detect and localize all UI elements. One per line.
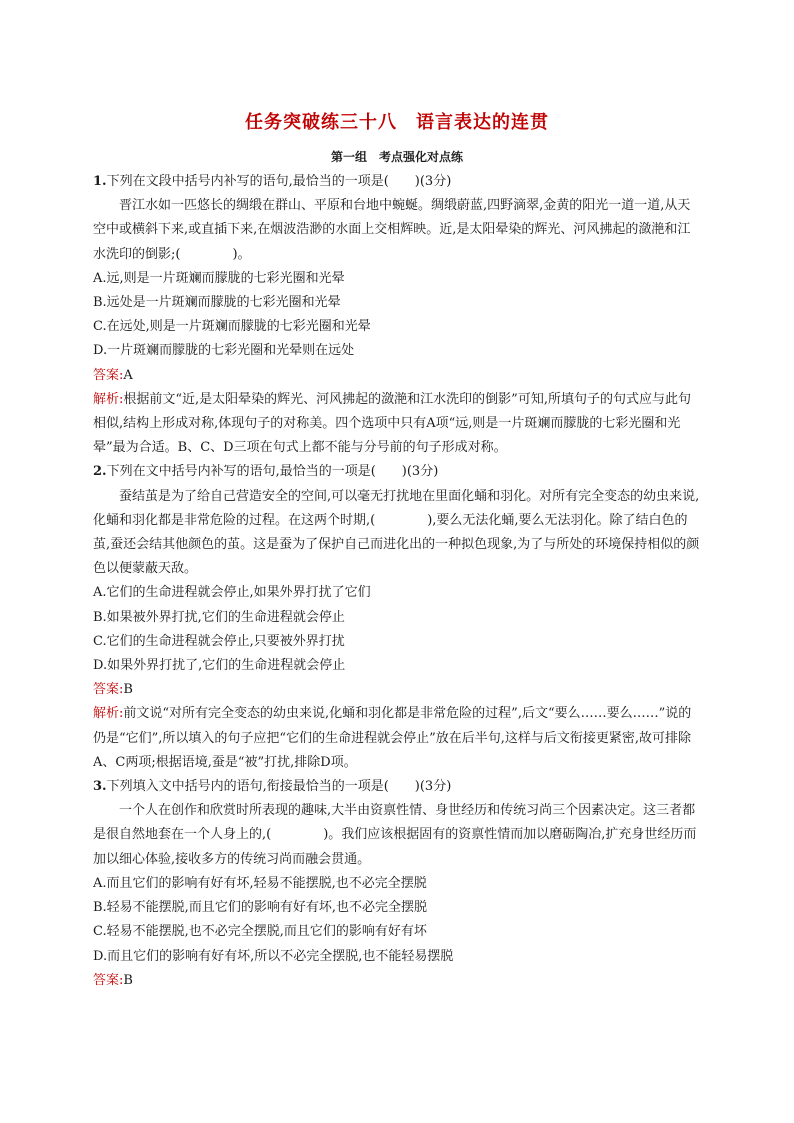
question-3-number: 3. — [93, 779, 107, 795]
section-subtitle: 第一组 考点强化对点练 — [330, 150, 463, 164]
question-2-option-d: D.如果外界打扰了,它们的生命进程就会停止 — [93, 658, 346, 674]
questions-content — [93, 170, 703, 993]
question-3-stem: 3.下列填入文中括号内的语句,衔接最恰当的一项是( )(3分) — [93, 779, 452, 795]
question-1-option-d: D.一片斑斓而朦胧的七彩光圈和光晕则在远处 — [93, 343, 355, 359]
page-title: 任务突破练三十八 语言表达的连贯 — [245, 112, 549, 133]
question-3-option-b: B.轻易不能摆脱,而且它们的影响有好有坏,也不必完全摆脱 — [93, 900, 427, 916]
question-2-passage: 蚕结茧是为了给自己营造安全的空间,可以毫无打扰地在里面化蛹和羽化。对所有完全变态的幼虫来说,化蛹和羽化都是非常危险的过程。在这两个时期,( ),要么无法化蛹,要么无法羽化。除了结白色的茧,蚕还会结其他颜色的茧。这是蚕为了保护自己而进化出的一种拟色现象,为了与所处的环境保持相似的颜色以便蒙蔽天敌。 — [93, 488, 700, 577]
question-3-passage: 一个人在创作和欣赏时所表现的趣味,大半由资禀性情、身世经历和传统习尚三个因素决定。这三者都是很自然地套在一个人身上的,( )。我们应该根据固有的资禀性情而加以磨砺陶冶,扩充身世经历而加以细心体验,接收多方的传统习尚而融会贯通。 — [93, 803, 697, 867]
question-2-answer: 答案:B — [93, 682, 133, 698]
question-2-number: 2. — [93, 464, 107, 480]
question-2-stem: 2.下列在文中括号内补写的语句,最恰当的一项是( )(3分) — [93, 464, 439, 480]
question-2-explanation: 解析:前文说“对所有完全变态的幼虫来说,化蛹和羽化都是非常危险的过程”,后文“要么……要么……”说的仍是“它们”,所以填入的句子应把“它们的生命进程就会停止”放在后半句,这样与后文衔接更紧密,故可排除A、C两项;根据语境,蚕是“被”打扰,排除D项。 — [93, 706, 692, 770]
question-3-option-a: A.而且它们的影响有好有坏,轻易不能摆脱,也不必完全摆脱 — [93, 875, 427, 891]
question-3-answer: 答案:B — [93, 972, 133, 988]
question-3-option-c: C.轻易不能摆脱,也不必完全摆脱,而且它们的影响有好有坏 — [93, 924, 427, 940]
question-3-option-d: D.而且它们的影响有好有坏,所以不必完全摆脱,也不能轻易摆脱 — [93, 948, 454, 964]
question-2-option-a: A.它们的生命进程就会停止,如果外界打扰了它们 — [93, 585, 371, 601]
question-1-option-a: A.远,则是一片斑斓而朦胧的七彩光圈和光晕 — [93, 270, 345, 286]
question-1-stem: 1.下列在文段中括号内补写的语句,最恰当的一项是( )(3分) — [93, 174, 452, 189]
question-1-explanation: 解析:根据前文“近,是太阳晕染的辉光、河风拂起的潋滟和江水洗印的倒影”可知,所填句子的句式应与此句相似,结构上形成对称,体现句子的对称美。四个选项中只有A项“远,则是一片斑斓而朦胧的七彩光圈和光晕”最为合适。B、C、D三项在句式上都不能与分号前的句子形成对称。 — [93, 391, 691, 456]
question-1-passage: 晋江水如一匹悠长的绸缎在群山、平原和台地中蜿蜒。绸缎蔚蓝,四野滴翠,金黄的阳光一道一道,从天空中或横斜下来,或直插下来,在烟波浩渺的水面上交相辉映。近,是太阳晕染的辉光、河风拂起的潋滟和江水洗印的倒影;( )。 — [93, 198, 691, 262]
question-2-option-b: B.如果被外界打扰,它们的生命进程就会停止 — [93, 609, 345, 625]
question-1-option-c: C.在远处,则是一片斑斓而朦胧的七彩光圈和光晕 — [93, 319, 371, 335]
question-1-option-b: B.远处是一片斑斓而朦胧的七彩光圈和光晕 — [93, 295, 341, 311]
question-1-number: 1. — [93, 174, 107, 189]
question-1-answer: 答案:A — [93, 367, 133, 383]
question-2-option-c: C.它们的生命进程就会停止,只要被外界打扰 — [93, 633, 345, 649]
